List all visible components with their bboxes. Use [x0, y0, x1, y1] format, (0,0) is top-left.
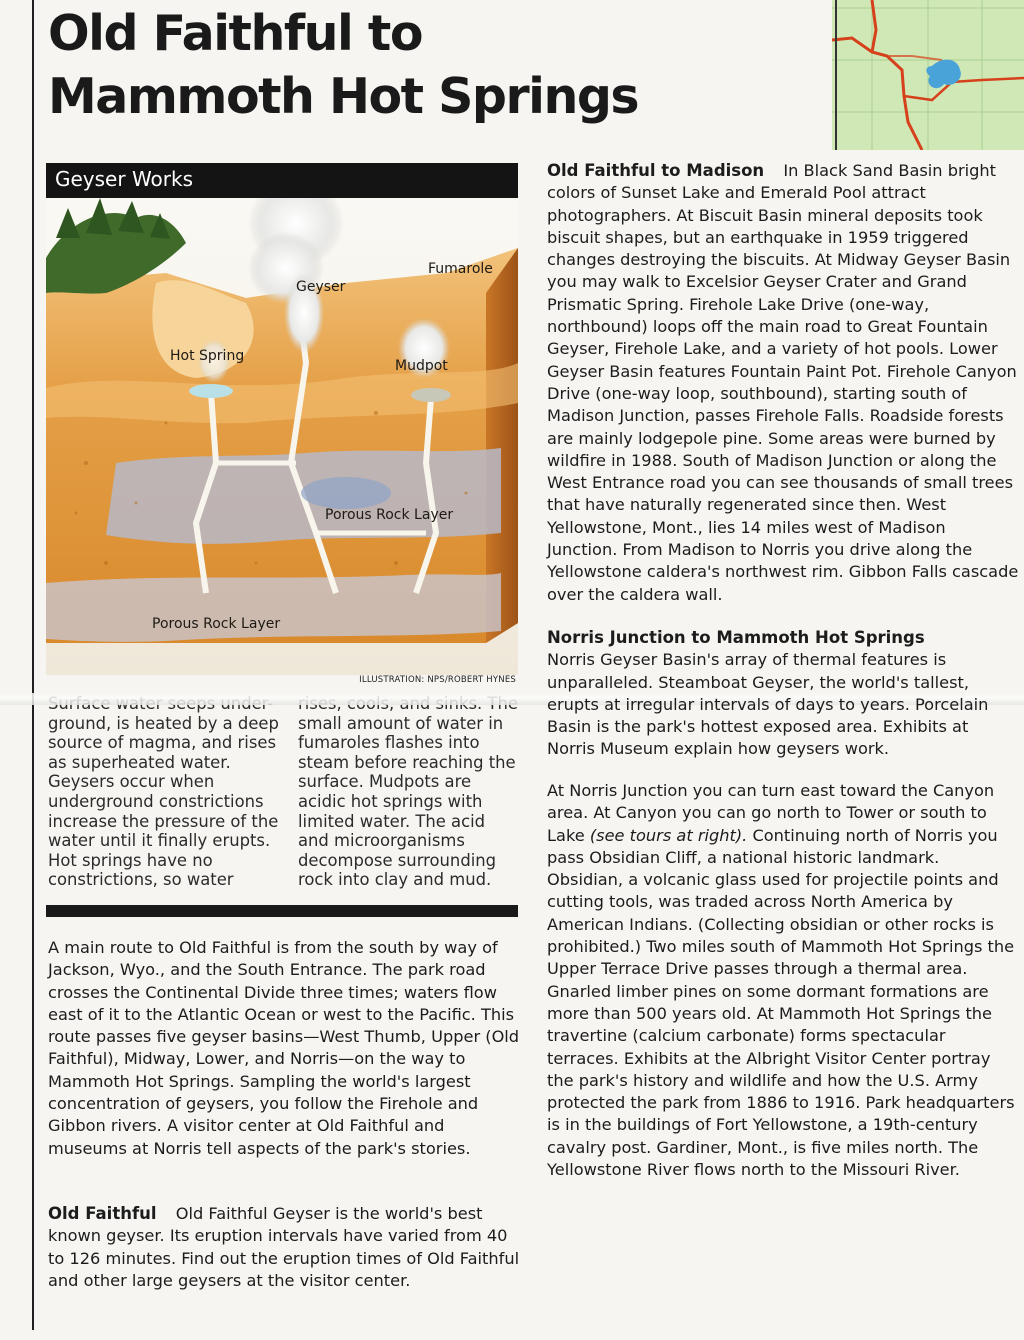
- page-title-line-1: Old Faithful to: [48, 5, 422, 62]
- label-mudpot: Mudpot: [395, 358, 448, 374]
- caption-column-2: small amount of water in fumaroles flashes into steam before reaching the surface. Mudpots are acidic hot springs with limited water. The acid and microorganisms decompose surrounding rock into clay and mud.: [298, 713, 516, 890]
- page-title-line-2: Mammoth Hot Springs: [48, 68, 639, 125]
- norris-heading: Norris Junction to Mammoth Hot Springs: [547, 628, 925, 647]
- illustration-credit: ILLUSTRATION: NPS/ROBERT HYNES: [359, 675, 516, 685]
- madison-heading: Old Faithful to Madison: [547, 161, 765, 180]
- section-divider: [46, 905, 518, 917]
- left-margin-rule: [32, 0, 34, 1330]
- madison-section: [547, 160, 1019, 606]
- canyon-section: [547, 780, 1019, 1181]
- canyon-italic-reference: (see tours at right).: [589, 825, 748, 845]
- locator-map: [832, 0, 1024, 150]
- norris-text: Norris Geyser Basin's array of thermal features is unparalleled. Steamboat Geyser, the world's tallest, erupts at irregular intervals of days to years. Porcelain Basin is the park's hottest exposed area. Exhibits at Norris Museum explain how geysers work.: [547, 650, 989, 759]
- label-porous-rock-layer-lower: Porous Rock Layer: [152, 616, 281, 632]
- locator-map-graphic: [832, 0, 1024, 150]
- intro-paragraph: A main route to Old Faithful is from the south by way of Jackson, Wyo., and the South Entrance. The park road crosses the Continental Divide three times; waters flow east of it to the Atlantic Ocean or west to the Pacific. This route passes five geyser basins—West Thumb, Upper (Old Faithful), Midway, Lower, and Norris—on the way to Mammoth Hot Springs. Sampling the world's largest concentration of geysers, you follow the Firehole and Gibbon rivers. A visitor center at Old Faithful and museums at Norris tell aspects of the park's stories.: [48, 938, 520, 1158]
- canyon-text-before: At Norris Junction you can turn east toward the Canyon area. At Canyon you can go north to Tower or south to Lake: [547, 781, 995, 845]
- label-hot-spring: Hot Spring: [170, 348, 245, 364]
- page-title: [48, 2, 808, 128]
- norris-section: [547, 627, 1019, 761]
- old-faithful-heading: Old Faithful: [48, 1204, 157, 1223]
- figure-header: [46, 163, 518, 198]
- canyon-text-after: Continuing north of Norris you pass Obsidian Cliff, a national historic landmark. Obsidian, a volcanic glass used for projectile points and cutting tools, was traded across North America by American Indians. (Collecting obsidian or other rocks is prohibited.) Two miles south of Mammoth Hot Springs the Upper Terrace Drive passes through a thermal area. Gnarled limber pines on some dormant formations are more than 500 years old. At Mammoth Hot Springs the travertine (calcium carbonate) forms spectacular terraces. Exhibits at the Albright Visitor Center portray the park's history and wildlife and how the U.S. Army protected the park from 1886 to 1916. Park headquarters is in the buildings of Fort Yellowstone, a 19th-century cavalry post. Gardiner, Mont., is five miles north. The Yellowstone River flows north to the Missouri River.: [547, 825, 1015, 1180]
- label-fumarole: Fumarole: [428, 261, 493, 277]
- old-faithful-text: Old Faithful Geyser is the world's best known geyser. Its eruption intervals have varied from 40 to 126 minutes. Find out the eruption times of Old Faithful and other large geysers at the visitor center.: [48, 1204, 520, 1290]
- geyser-cross-section-graphic: [46, 163, 518, 690]
- caption-column-1: ground, is heated by a deep source of magma, and rises as superheated water. Geysers occur when underground constrictions increase the pressure of the water until it finally erupts. Hot springs have no constrictions, so water: [48, 713, 279, 890]
- old-faithful-section: [48, 1203, 522, 1292]
- geyser-works-illustration: [46, 163, 518, 690]
- figure-header-label: Geyser Works: [55, 167, 194, 191]
- label-geyser: Geyser: [296, 279, 346, 295]
- madison-text: In Black Sand Basin bright colors of Sunset Lake and Emerald Pool attract photographers. At Biscuit Basin mineral deposits took biscuit shapes, but an earthquake in 1959 triggered changes destroying the biscuits. At Midway Geyser Basin you may walk to Excelsior Geyser Crater and Grand Prismatic Spring. Firehole Lake Drive (one-way, northbound) loops off the main road to Great Fountain Geyser, Firehole Lake, and a variety of hot pools. Lower Geyser Basin features Fountain Paint Pot. Firehole Canyon Drive (one-way loop, southbound), starting south of Madison Junction, passes Firehole Falls. Roadside forests are mainly lodgepole pine. Some areas were burned by wildfire in 1988. South of Madison Junction or along the West Entrance road you can see thousands of small trees that have naturally regenerated since then. West Yellowstone, Mont., lies 14 miles west of Madison Junction. From Madison to Norris you drive along the Yellowstone caldera's northwest rim. Gibbon Falls cascade over the caldera wall.: [547, 161, 1019, 604]
- label-porous-rock-layer-upper: Porous Rock Layer: [325, 507, 454, 523]
